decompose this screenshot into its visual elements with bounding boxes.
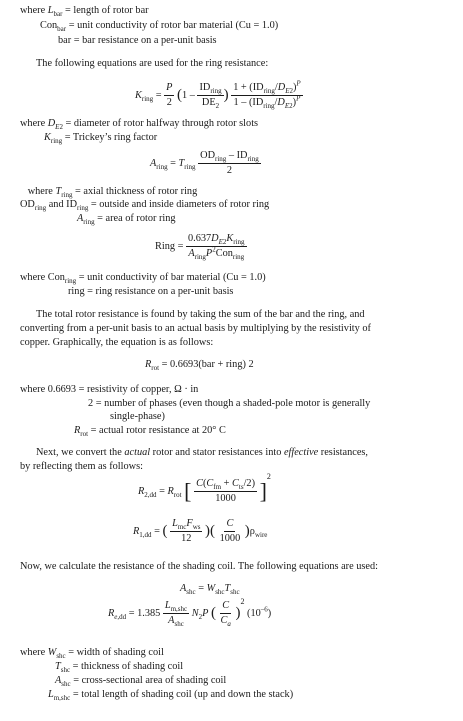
equation-ring: Ring = $\frac{0.637D_{E2}K_{ring}}{A_{ring}P^2Con_{ring}}$ xyxy=(155,233,245,262)
definition-line: where Con$_{ring}$ = unit conductivity of bar material (Cu = 1.0) xyxy=(20,272,266,286)
definition-line: $R_{rot}$ = actual rotor resistance at 20° C xyxy=(74,425,226,439)
definition-line: $A_{shc}$ = cross-sectional area of shading coil xyxy=(55,675,227,689)
definition-line: Con$_{bar}$ = unit conductivity of rotor bar material (Cu = 1.0) xyxy=(40,20,279,34)
definition-line: bar = bar resistance on a per-unit basis xyxy=(58,35,217,46)
definition-line: ring = ring resistance on a per-unit basis xyxy=(68,286,234,297)
definition-line: single-phase) xyxy=(110,411,165,422)
paragraph-line: The total rotor resistance is found by taking the sum of the bar and the ring, and xyxy=(36,309,365,320)
definition-line: $L_{m,shc}$ = total length of shading coil (up and down the stack) xyxy=(48,689,294,703)
equation-rrot: $R_{rot} = 0.6693(bar$ + ring) 2 xyxy=(145,359,254,373)
paragraph-line: by reflecting them as follows: xyxy=(20,461,143,472)
equation-redd: $R_{e,dd} = 1.385$ $\frac{L_{m,shc}}{A_{shc}}$ $N_2P$ ( $\frac{C}{C_a}$ )$^2$ $(10^{-6})$ xyxy=(108,597,272,629)
equation-r2dd: $R_{2,dd} = R_{rot}$ [ $\frac{C(C_{fm} + C_{ts}/2)}{1000}$ ]$^2$ xyxy=(138,472,271,504)
paragraph-line: The following equations are used for the ring resistance: xyxy=(36,58,269,69)
equation-r1dd: $R_{1,dd}$ = ( $\frac{L_{mc}F_{ws}}{12}$ )( $\frac{C}{1000}$ )$\rho_{wire}$ xyxy=(133,518,268,544)
equation-kring: $K_{ring}$ = $\frac{P}{2}$ (1 – $\frac{ID_{ring}}{DE_2}$ ) $\frac{1 + (ID_{ring}/D_{E2})^P}{1 - (ID_{ring}/D_{E2})^P}$ xyxy=(135,79,301,111)
paragraph-line: Now, we calculate the resistance of the shading coil. The following equations are used: xyxy=(20,561,378,572)
equation-aring: $A_{ring} = T_{ring}$ $\frac{OD_{ring} - ID_{ring}}{2}$ xyxy=(150,150,259,176)
equation-ashc: $A_{shc} = W_{shc}T_{shc}$ xyxy=(180,583,240,597)
definition-line: where $L_{bar}$ = length of rotor bar xyxy=(20,5,149,19)
definition-line: $K_{ring}$ = Trickey’s ring factor xyxy=(44,132,158,146)
definition-line: 2 = number of phases (even though a shaded-pole motor is generally xyxy=(88,398,371,409)
definition-line: $A_{ring}$ = area of rotor ring xyxy=(77,213,176,227)
definition-line: where $T_{ring}$ = axial thickness of rotor ring xyxy=(20,186,198,200)
definition-line: where $D_{E2}$ = diameter of rotor halfway through rotor slots xyxy=(20,118,259,132)
definition-line: where $W_{shc}$ = width of shading coil xyxy=(20,647,164,661)
paragraph-line: converting from a per-unit basis to an actual basis by multiplying by the resistivity of xyxy=(20,323,371,334)
definition-line: $OD_{ring}$ and $ID_{ring}$ = outside and inside diameters of rotor ring xyxy=(20,199,270,213)
definition-line: $T_{shc}$ = thickness of shading coil xyxy=(55,661,184,675)
definition-line: where 0.6693 = resistivity of copper, Ω · in xyxy=(20,384,199,395)
paragraph-line: copper. Graphically, the equation is as follows: xyxy=(20,337,214,348)
paragraph-line: Next, we convert the actual rotor and stator resistances into effective resistances, xyxy=(36,447,368,458)
